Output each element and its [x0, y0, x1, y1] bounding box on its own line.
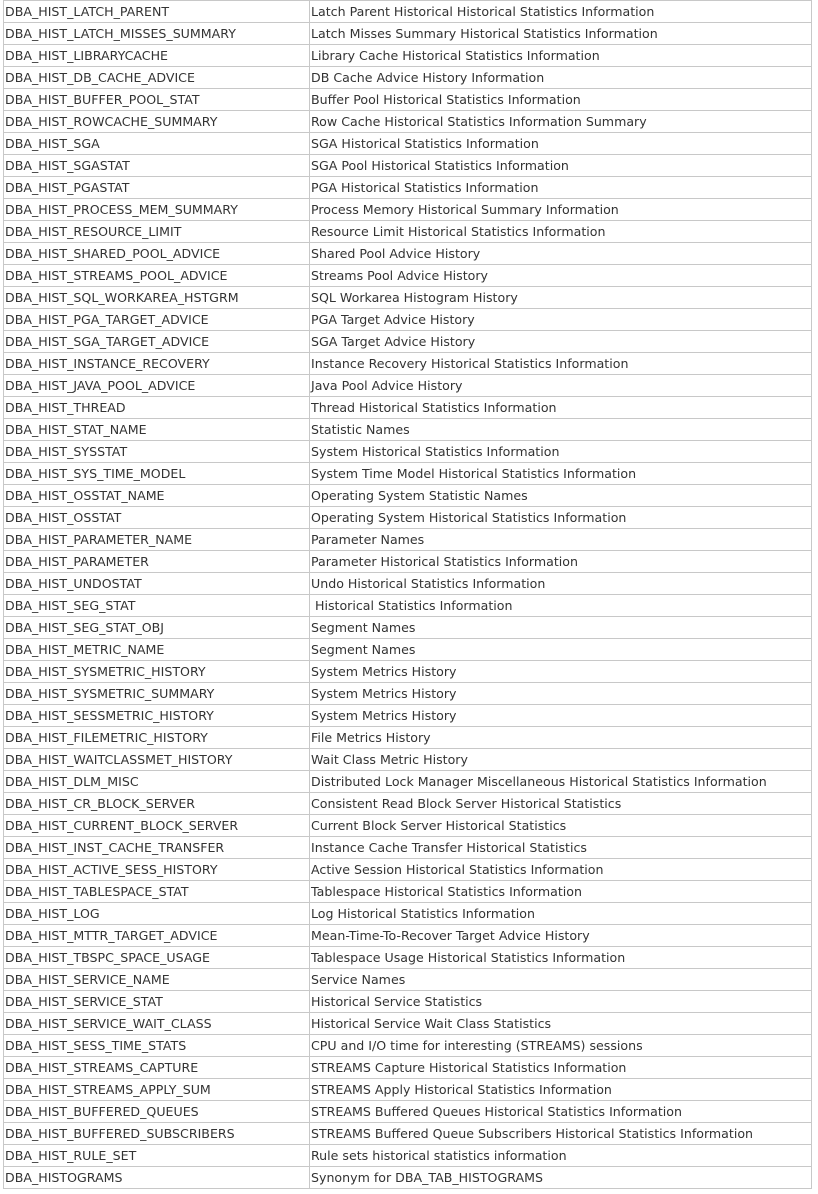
view-name-cell: DBA_HIST_BUFFERED_SUBSCRIBERS	[4, 1123, 310, 1145]
view-name-cell: DBA_HIST_PARAMETER	[4, 551, 310, 573]
view-description-cell: SGA Target Advice History	[310, 331, 812, 353]
dictionary-view-table	[3, 0, 812, 1189]
view-name-cell: DBA_HIST_SERVICE_NAME	[4, 969, 310, 991]
table-row	[4, 485, 812, 507]
view-name-cell: DBA_HIST_SYSMETRIC_HISTORY	[4, 661, 310, 683]
view-description-cell: Library Cache Historical Statistics Information	[310, 45, 812, 67]
table-row	[4, 859, 812, 881]
view-description-cell: System Metrics History	[310, 705, 812, 727]
view-name-cell: DBA_HIST_TBSPC_SPACE_USAGE	[4, 947, 310, 969]
table-row	[4, 309, 812, 331]
view-description-cell: Tablespace Historical Statistics Information	[310, 881, 812, 903]
view-name-cell: DBA_HIST_CR_BLOCK_SERVER	[4, 793, 310, 815]
view-name-cell: DBA_HIST_BUFFERED_QUEUES	[4, 1101, 310, 1123]
view-description-cell: STREAMS Apply Historical Statistics Information	[310, 1079, 812, 1101]
table-row	[4, 815, 812, 837]
table-row	[4, 419, 812, 441]
view-description-cell: STREAMS Capture Historical Statistics Information	[310, 1057, 812, 1079]
view-name-cell: DBA_HIST_SHARED_POOL_ADVICE	[4, 243, 310, 265]
view-description-cell: SQL Workarea Histogram History	[310, 287, 812, 309]
view-description-cell: Resource Limit Historical Statistics Information	[310, 221, 812, 243]
table-row	[4, 89, 812, 111]
view-name-cell: DBA_HIST_MTTR_TARGET_ADVICE	[4, 925, 310, 947]
table-row	[4, 947, 812, 969]
view-description-cell: Streams Pool Advice History	[310, 265, 812, 287]
table-row	[4, 155, 812, 177]
view-description-cell: Current Block Server Historical Statistics	[310, 815, 812, 837]
view-description-cell: System Historical Statistics Information	[310, 441, 812, 463]
view-description-cell: File Metrics History	[310, 727, 812, 749]
view-name-cell: DBA_HIST_SGA	[4, 133, 310, 155]
view-name-cell: DBA_HIST_PGASTAT	[4, 177, 310, 199]
table-row	[4, 661, 812, 683]
view-name-cell: DBA_HIST_INST_CACHE_TRANSFER	[4, 837, 310, 859]
view-name-cell: DBA_HIST_PROCESS_MEM_SUMMARY	[4, 199, 310, 221]
view-description-cell: STREAMS Buffered Queue Subscribers Historical Statistics Information	[310, 1123, 812, 1145]
view-name-cell: DBA_HIST_SESSMETRIC_HISTORY	[4, 705, 310, 727]
table-row	[4, 1057, 812, 1079]
view-description-cell: Instance Cache Transfer Historical Statistics	[310, 837, 812, 859]
table-row	[4, 969, 812, 991]
view-name-cell: DBA_HIST_RULE_SET	[4, 1145, 310, 1167]
view-name-cell: DBA_HIST_DLM_MISC	[4, 771, 310, 793]
view-name-cell: DBA_HIST_STREAMS_CAPTURE	[4, 1057, 310, 1079]
view-description-cell: Java Pool Advice History	[310, 375, 812, 397]
view-description-cell: Historical Statistics Information	[310, 595, 812, 617]
view-name-cell: DBA_HIST_TABLESPACE_STAT	[4, 881, 310, 903]
table-row	[4, 529, 812, 551]
view-name-cell: DBA_HIST_INSTANCE_RECOVERY	[4, 353, 310, 375]
view-description-cell: Buffer Pool Historical Statistics Information	[310, 89, 812, 111]
view-description-cell: Service Names	[310, 969, 812, 991]
table-row	[4, 1013, 812, 1035]
view-name-cell: DBA_HIST_SERVICE_STAT	[4, 991, 310, 1013]
table-row	[4, 375, 812, 397]
table-row	[4, 1123, 812, 1145]
view-description-cell: Historical Service Wait Class Statistics	[310, 1013, 812, 1035]
view-description-cell: Operating System Statistic Names	[310, 485, 812, 507]
view-name-cell: DBA_HIST_LOG	[4, 903, 310, 925]
view-description-cell: Row Cache Historical Statistics Information Summary	[310, 111, 812, 133]
view-name-cell: DBA_HIST_BUFFER_POOL_STAT	[4, 89, 310, 111]
table-row	[4, 749, 812, 771]
view-description-cell: Parameter Names	[310, 529, 812, 551]
view-description-cell: DB Cache Advice History Information	[310, 67, 812, 89]
table-row	[4, 243, 812, 265]
table-row	[4, 1101, 812, 1123]
view-name-cell: DBA_HIST_SYS_TIME_MODEL	[4, 463, 310, 485]
table-row	[4, 793, 812, 815]
view-description-cell: Tablespace Usage Historical Statistics Information	[310, 947, 812, 969]
view-description-cell: Segment Names	[310, 639, 812, 661]
table-row	[4, 1145, 812, 1167]
view-name-cell: DBA_HIST_PARAMETER_NAME	[4, 529, 310, 551]
table-row	[4, 287, 812, 309]
view-name-cell: DBA_HIST_OSSTAT_NAME	[4, 485, 310, 507]
view-description-cell: Shared Pool Advice History	[310, 243, 812, 265]
view-name-cell: DBA_HIST_ACTIVE_SESS_HISTORY	[4, 859, 310, 881]
view-description-cell: Process Memory Historical Summary Information	[310, 199, 812, 221]
table-row	[4, 23, 812, 45]
table-row	[4, 221, 812, 243]
table-row	[4, 331, 812, 353]
view-name-cell: DBA_HIST_FILEMETRIC_HISTORY	[4, 727, 310, 749]
table-row	[4, 573, 812, 595]
view-description-cell: Instance Recovery Historical Statistics Information	[310, 353, 812, 375]
table-row	[4, 881, 812, 903]
table-row	[4, 111, 812, 133]
table-row	[4, 1035, 812, 1057]
view-description-cell: Latch Parent Historical Historical Statistics Information	[310, 1, 812, 23]
view-description-cell: Log Historical Statistics Information	[310, 903, 812, 925]
table-body	[4, 1, 812, 1189]
view-name-cell: DBA_HIST_UNDOSTAT	[4, 573, 310, 595]
view-description-cell: Segment Names	[310, 617, 812, 639]
view-name-cell: DBA_HIST_SGASTAT	[4, 155, 310, 177]
view-description-cell: Parameter Historical Statistics Information	[310, 551, 812, 573]
table-row	[4, 463, 812, 485]
view-name-cell: DBA_HIST_SEG_STAT	[4, 595, 310, 617]
table-row	[4, 1, 812, 23]
view-description-cell: STREAMS Buffered Queues Historical Statistics Information	[310, 1101, 812, 1123]
view-description-cell: PGA Historical Statistics Information	[310, 177, 812, 199]
view-description-cell: SGA Pool Historical Statistics Information	[310, 155, 812, 177]
view-name-cell: DBA_HIST_STREAMS_POOL_ADVICE	[4, 265, 310, 287]
view-description-cell: Operating System Historical Statistics Information	[310, 507, 812, 529]
table-row	[4, 639, 812, 661]
view-name-cell: DBA_HIST_PGA_TARGET_ADVICE	[4, 309, 310, 331]
view-name-cell: DBA_HIST_SESS_TIME_STATS	[4, 1035, 310, 1057]
view-description-cell: Latch Misses Summary Historical Statistics Information	[310, 23, 812, 45]
view-name-cell: DBA_HIST_CURRENT_BLOCK_SERVER	[4, 815, 310, 837]
view-description-cell: Distributed Lock Manager Miscellaneous Historical Statistics Information	[310, 771, 812, 793]
view-description-cell: PGA Target Advice History	[310, 309, 812, 331]
view-name-cell: DBA_HIST_SQL_WORKAREA_HSTGRM	[4, 287, 310, 309]
table-row	[4, 265, 812, 287]
table-row	[4, 507, 812, 529]
table-row	[4, 683, 812, 705]
table-row	[4, 727, 812, 749]
table-row	[4, 45, 812, 67]
view-description-cell: Active Session Historical Statistics Information	[310, 859, 812, 881]
table-row	[4, 617, 812, 639]
view-description-cell: Rule sets historical statistics information	[310, 1145, 812, 1167]
view-description-cell: System Time Model Historical Statistics Information	[310, 463, 812, 485]
view-description-cell: System Metrics History	[310, 661, 812, 683]
view-name-cell: DBA_HIST_OSSTAT	[4, 507, 310, 529]
view-description-cell: System Metrics History	[310, 683, 812, 705]
table-row	[4, 177, 812, 199]
view-name-cell: DBA_HIST_ROWCACHE_SUMMARY	[4, 111, 310, 133]
view-description-cell: Undo Historical Statistics Information	[310, 573, 812, 595]
view-name-cell: DBA_HIST_STAT_NAME	[4, 419, 310, 441]
table-row	[4, 441, 812, 463]
view-name-cell: DBA_HIST_LATCH_MISSES_SUMMARY	[4, 23, 310, 45]
table-row	[4, 397, 812, 419]
table-row	[4, 771, 812, 793]
view-name-cell: DBA_HIST_SYSMETRIC_SUMMARY	[4, 683, 310, 705]
view-name-cell: DBA_HIST_LIBRARYCACHE	[4, 45, 310, 67]
table-row	[4, 837, 812, 859]
table-row	[4, 925, 812, 947]
table-row	[4, 199, 812, 221]
table-row	[4, 595, 812, 617]
view-name-cell: DBA_HIST_SGA_TARGET_ADVICE	[4, 331, 310, 353]
table-row	[4, 551, 812, 573]
view-description-cell: SGA Historical Statistics Information	[310, 133, 812, 155]
view-name-cell: DBA_HIST_METRIC_NAME	[4, 639, 310, 661]
view-name-cell: DBA_HIST_STREAMS_APPLY_SUM	[4, 1079, 310, 1101]
view-description-cell: Synonym for DBA_TAB_HISTOGRAMS	[310, 1167, 812, 1189]
view-name-cell: DBA_HIST_SYSSTAT	[4, 441, 310, 463]
view-description-cell: Statistic Names	[310, 419, 812, 441]
table-row	[4, 133, 812, 155]
view-name-cell: DBA_HIST_THREAD	[4, 397, 310, 419]
view-description-cell: CPU and I/O time for interesting (STREAMS) sessions	[310, 1035, 812, 1057]
table-row	[4, 1079, 812, 1101]
view-name-cell: DBA_HIST_JAVA_POOL_ADVICE	[4, 375, 310, 397]
table-row	[4, 903, 812, 925]
view-name-cell: DBA_HIST_SERVICE_WAIT_CLASS	[4, 1013, 310, 1035]
table-row	[4, 991, 812, 1013]
view-description-cell: Mean-Time-To-Recover Target Advice History	[310, 925, 812, 947]
table-row	[4, 353, 812, 375]
view-description-cell: Wait Class Metric History	[310, 749, 812, 771]
view-description-cell: Historical Service Statistics	[310, 991, 812, 1013]
view-name-cell: DBA_HISTOGRAMS	[4, 1167, 310, 1189]
view-description-cell: Thread Historical Statistics Information	[310, 397, 812, 419]
view-name-cell: DBA_HIST_WAITCLASSMET_HISTORY	[4, 749, 310, 771]
view-name-cell: DBA_HIST_RESOURCE_LIMIT	[4, 221, 310, 243]
view-description-cell: Consistent Read Block Server Historical Statistics	[310, 793, 812, 815]
table-row	[4, 705, 812, 727]
table-row	[4, 1167, 812, 1189]
view-name-cell: DBA_HIST_LATCH_PARENT	[4, 1, 310, 23]
view-name-cell: DBA_HIST_SEG_STAT_OBJ	[4, 617, 310, 639]
table-row	[4, 67, 812, 89]
view-name-cell: DBA_HIST_DB_CACHE_ADVICE	[4, 67, 310, 89]
